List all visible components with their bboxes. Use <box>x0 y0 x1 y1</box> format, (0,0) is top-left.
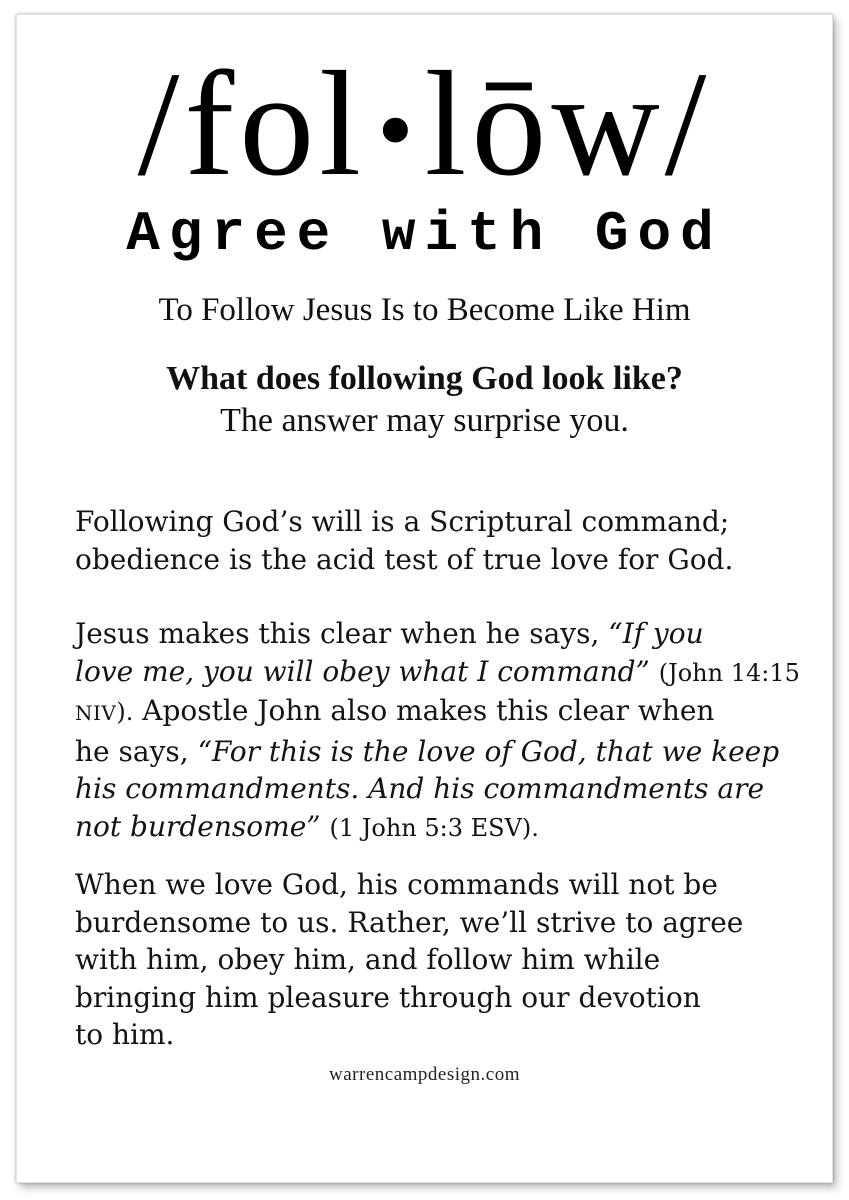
text-line <box>75 615 796 653</box>
paragraph <box>75 615 800 847</box>
text-run: not burdensome” <box>75 809 330 843</box>
text-run: obedience is the acid test of true love for God. <box>75 542 734 576</box>
text-run: ). <box>116 698 134 726</box>
document-card <box>16 14 833 1183</box>
syllable-dot: • <box>369 83 421 183</box>
text-line <box>75 1016 796 1054</box>
text-line <box>75 904 796 942</box>
text-run: burdensome to us. Rather, we’ll strive to agree <box>75 905 744 939</box>
logo-wordmark: Agree with God <box>126 202 723 266</box>
text-line <box>75 808 796 848</box>
text-run: NIV <box>75 701 117 725</box>
intro-section <box>17 358 832 442</box>
text-run: bringing him pleasure through our devotion <box>75 980 701 1014</box>
text-run: he says, <box>75 734 198 768</box>
text-line <box>75 541 796 579</box>
text-run: love me, you will obey what I command” <box>75 654 659 688</box>
text-run: “If you <box>608 617 704 650</box>
text-line <box>75 503 796 541</box>
text-run: Jesus makes this clear when he says, <box>75 617 609 650</box>
intro-answer: The answer may surprise you. <box>220 402 629 439</box>
paragraph <box>75 866 796 1054</box>
intro-question: What does following God look like? <box>166 360 683 397</box>
text-line <box>75 653 800 693</box>
text-run: When we love God, his commands will not be <box>75 868 718 901</box>
text-run: to him. <box>75 1018 175 1051</box>
text-run: with him, obey him, and follow him while <box>75 943 661 976</box>
tagline: To Follow Jesus Is to Become Like Him <box>158 292 691 328</box>
text-run: Apostle John also makes this clear when <box>133 694 715 727</box>
pronunciation-left: /fol <box>137 41 366 207</box>
text-line <box>75 733 796 771</box>
text-line <box>75 770 796 808</box>
text-run: his commandments. And his commandments are <box>75 772 765 805</box>
text-line <box>75 866 796 904</box>
text-line <box>75 941 796 979</box>
text-run: Following God’s will is a Scriptural command; <box>75 505 730 538</box>
text-run: (John 14:15 <box>658 658 800 687</box>
text-line <box>75 692 796 733</box>
paragraph <box>75 503 796 578</box>
footer-website: warrencampdesign.com <box>329 1064 520 1085</box>
text-run: (1 John 5:3 ESV). <box>329 813 539 842</box>
text-line <box>75 979 796 1017</box>
logo-pronunciation <box>17 41 832 208</box>
text-run: “For this is the love of God, that we keep <box>197 734 780 768</box>
pronunciation-right: lōw/ <box>424 41 712 207</box>
